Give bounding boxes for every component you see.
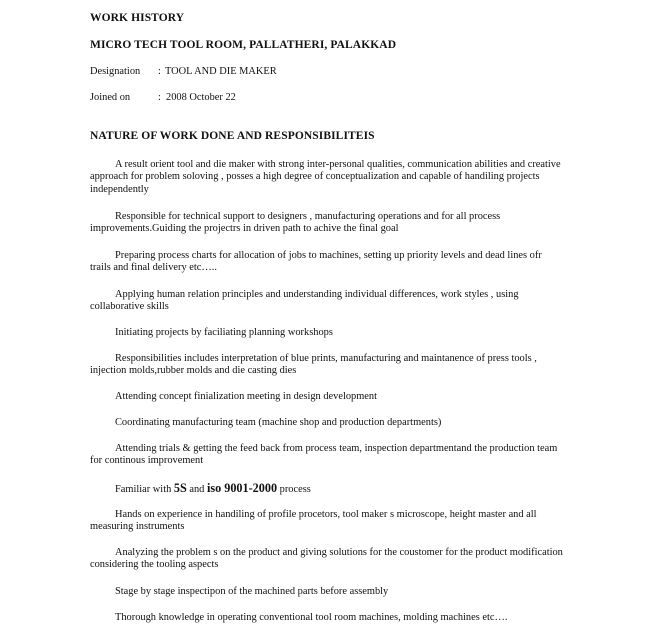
paragraph-2 <box>90 211 600 236</box>
familiar-term-5s: 5S <box>173 481 187 495</box>
designation-value: TOOL AND DIE MAKER <box>165 66 277 77</box>
joined-label: Joined on <box>90 92 131 103</box>
paragraph-line: considering the tooling aspects <box>90 559 219 571</box>
familiar-prefix: Familiar with <box>115 484 174 495</box>
joined-separator: : <box>158 92 161 103</box>
company-name: MICRO TECH TOOL ROOM, PALLATHERI, PALAKKAD <box>90 39 397 51</box>
paragraph-line: approach for problem soloving , posses a high degree of conceptualization and capable of handiling projects <box>90 171 540 183</box>
joined-value: 2008 October 22 <box>166 92 236 103</box>
paragraph-line: Coordinating manufacturing team (machine shop and production departments) <box>115 417 442 428</box>
paragraph-9 <box>90 443 600 468</box>
paragraph-line: Attending trials & getting the feed back from process team, inspection departmentand the production team <box>115 443 558 454</box>
paragraph-12 <box>90 586 600 598</box>
nature-heading: NATURE OF WORK DONE AND RESPONSIBILITEIS <box>90 130 375 142</box>
paragraph-line: collaborative skills <box>90 301 169 313</box>
work-history-heading: WORK HISTORY <box>90 12 185 24</box>
paragraph-familiar <box>90 482 600 496</box>
paragraph-line: measuring instruments <box>90 521 185 533</box>
paragraph-line: Initiating projects by faciliating planning workshops <box>115 327 333 338</box>
paragraph-line: Attending concept finialization meeting in design development <box>115 391 378 402</box>
paragraph-8 <box>90 417 600 429</box>
paragraph-line: improvements.Guiding the projectrs in driven path to achive the final goal <box>90 223 399 235</box>
familiar-term-iso: iso 9001-2000 <box>206 481 278 495</box>
designation-label: Designation <box>90 66 141 77</box>
paragraph-line: A result orient tool and die maker with strong inter-personal qualities, communication abilities and creative <box>115 159 561 170</box>
paragraph-13 <box>90 612 600 624</box>
paragraph-line: Stage by stage inspectipon of the machined parts before assembly <box>115 586 389 597</box>
paragraph-line: Preparing process charts for allocation of jobs to machines, setting up priority levels and dead lines ofr <box>115 250 542 261</box>
paragraph-line <box>90 482 600 496</box>
paragraph-3 <box>90 250 600 275</box>
paragraph-7 <box>90 391 600 403</box>
paragraph-line: trails and final delivery etc….. <box>90 262 217 274</box>
paragraph-4 <box>90 289 600 314</box>
paragraph-11 <box>90 547 600 572</box>
familiar-suffix: process <box>277 484 311 495</box>
paragraph-1 <box>90 159 600 196</box>
paragraph-line: Applying human relation principles and understanding individual differences, work styles , using <box>115 289 519 300</box>
designation-separator: : <box>158 66 161 77</box>
paragraph-6 <box>90 353 600 378</box>
paragraph-line: for continous improvement <box>90 455 204 467</box>
paragraph-line: Hands on experience in handiling of profile procetors, tool maker s microscope, height master and all <box>115 509 537 520</box>
paragraph-10 <box>90 509 600 534</box>
paragraph-line: Responsibilities includes interpretation of blue prints, manufacturing and maintanence of press tools , <box>115 353 537 364</box>
paragraph-line: independently <box>90 183 149 195</box>
paragraph-line: injection molds,rubber molds and die casting dies <box>90 365 297 377</box>
paragraph-line: Thorough knowledge in operating conventional tool room machines, molding machines etc…. <box>115 612 508 623</box>
paragraph-line: Responsible for technical support to designers , manufacturing operations and for all process <box>115 211 501 222</box>
paragraph-5 <box>90 327 600 339</box>
familiar-mid: and <box>186 484 207 495</box>
paragraph-line: Analyzing the problem s on the product and giving solutions for the coustomer for the product modification <box>115 547 563 558</box>
